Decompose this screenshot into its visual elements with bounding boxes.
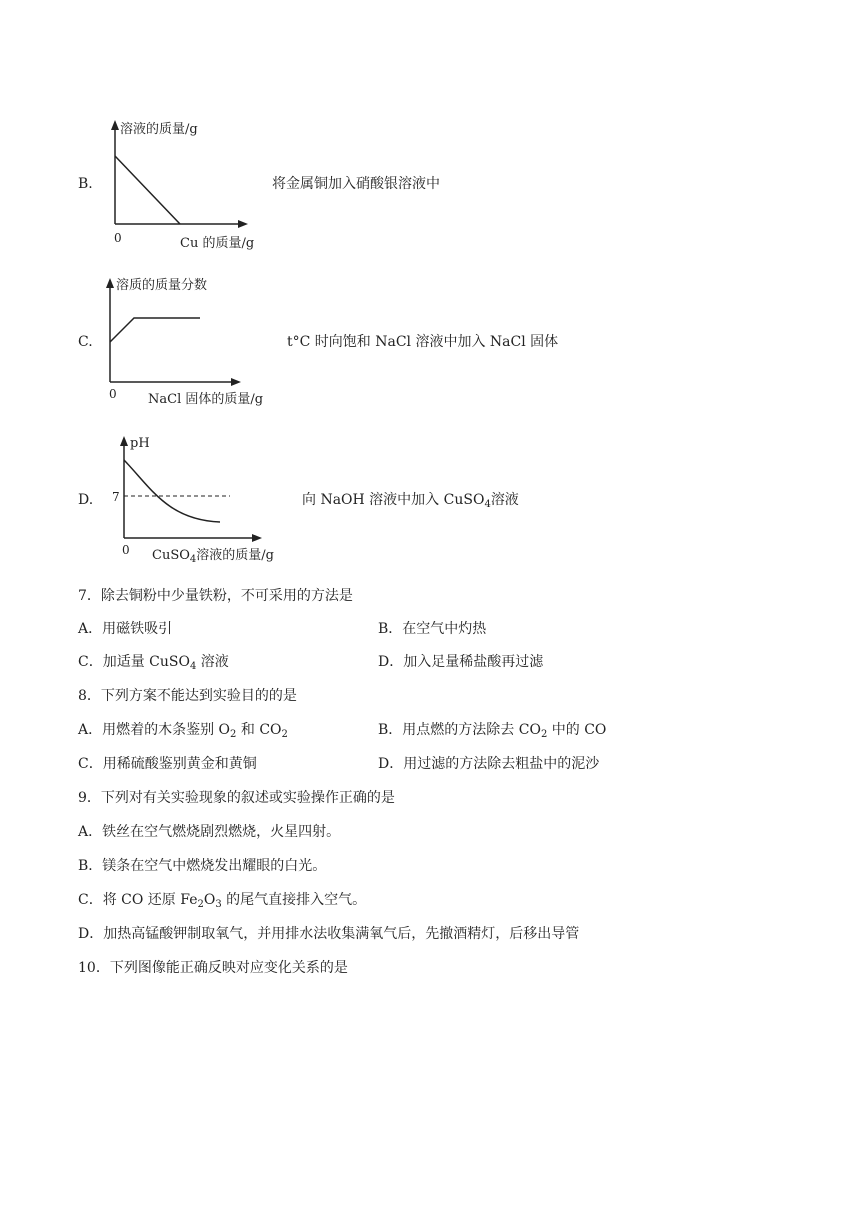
- graph-d-y-arrow: [120, 436, 128, 446]
- graph-b-x-arrow: [238, 220, 248, 228]
- q8-option-c: C．用稀硫酸鉴别黄金和黄铜: [78, 756, 257, 772]
- graph-c-y-arrow: [106, 278, 114, 288]
- option-c-description: t°C 时向饱和 NaCl 溶液中加入 NaCl 固体: [287, 334, 559, 350]
- q7-option-d: D．加入足量稀盐酸再过滤: [378, 654, 544, 670]
- q9-option-d: D．加热高锰酸钾制取氧气，并用排水法收集满氧气后，先撤酒精灯，后移出导管: [78, 926, 580, 942]
- graph-c-x-label: NaCl 固体的质量/g: [148, 392, 264, 407]
- q7-option-a: A．用磁铁吸引: [78, 621, 173, 637]
- q7-option-c: C．加适量 CuSO$_4$ 溶液: [78, 654, 229, 672]
- graph-d: [106, 430, 306, 568]
- q7-option-b: B．在空气中灼热: [378, 621, 487, 637]
- q8-option-a: A．用燃着的木条鉴别 $O_2$ 和 $CO_2$: [78, 722, 288, 740]
- graph-d-origin: 0: [122, 543, 130, 557]
- q9-option-a: A．铁丝在空气燃烧剧烈燃烧，火星四射。: [78, 824, 341, 840]
- graph-c: [98, 272, 288, 410]
- q8-stem: 8．下列方案不能达到实验目的的是: [78, 688, 297, 704]
- q9-option-c: C．将 CO 还原 $Fe_2O_3$ 的尾气直接排入空气。: [78, 892, 367, 910]
- q9-stem: 9．下列对有关实验现象的叙述或实验操作正确的是: [78, 790, 395, 806]
- option-b-description: 将金属铜加入硝酸银溶液中: [272, 176, 440, 192]
- graph-d-x-label: CuSO$_4$溶液的质量/g: [152, 548, 274, 565]
- graph-c-x-arrow: [231, 378, 241, 386]
- graph-b-x-label: Cu 的质量/g: [180, 236, 255, 251]
- q10-stem: 10．下列图像能正确反映对应变化关系的是: [78, 960, 348, 976]
- graph-c-origin: 0: [109, 387, 117, 401]
- graph-b: [100, 114, 280, 254]
- graph-d-tick-7: 7: [112, 490, 120, 504]
- option-b-letter: B.: [78, 176, 93, 192]
- graph-d-curve: [124, 460, 220, 522]
- q8-option-b: B．用点燃的方法除去 $CO_2$ 中的 CO: [378, 722, 607, 740]
- graph-d-y-label: pH: [130, 436, 150, 451]
- q8-option-d: D．用过滤的方法除去粗盐中的泥沙: [378, 756, 600, 772]
- q7-stem: 7．除去铜粉中少量铁粉，不可采用的方法是: [78, 588, 353, 604]
- graph-b-origin: 0: [114, 231, 122, 245]
- graph-b-y-label: 溶液的质量/g: [120, 122, 198, 137]
- option-d-description: 向 NaOH 溶液中加入 CuSO$_4$溶液: [302, 492, 519, 510]
- graph-b-y-arrow: [111, 120, 119, 130]
- graph-c-y-label: 溶质的质量分数: [116, 278, 208, 293]
- q9-option-b: B．镁条在空气中燃烧发出耀眼的白光。: [78, 858, 327, 874]
- graph-d-x-arrow: [252, 534, 262, 542]
- option-c-letter: C.: [78, 334, 93, 350]
- graph-c-curve: [110, 318, 200, 342]
- option-d-letter: D.: [78, 492, 94, 508]
- graph-b-curve: [115, 156, 180, 224]
